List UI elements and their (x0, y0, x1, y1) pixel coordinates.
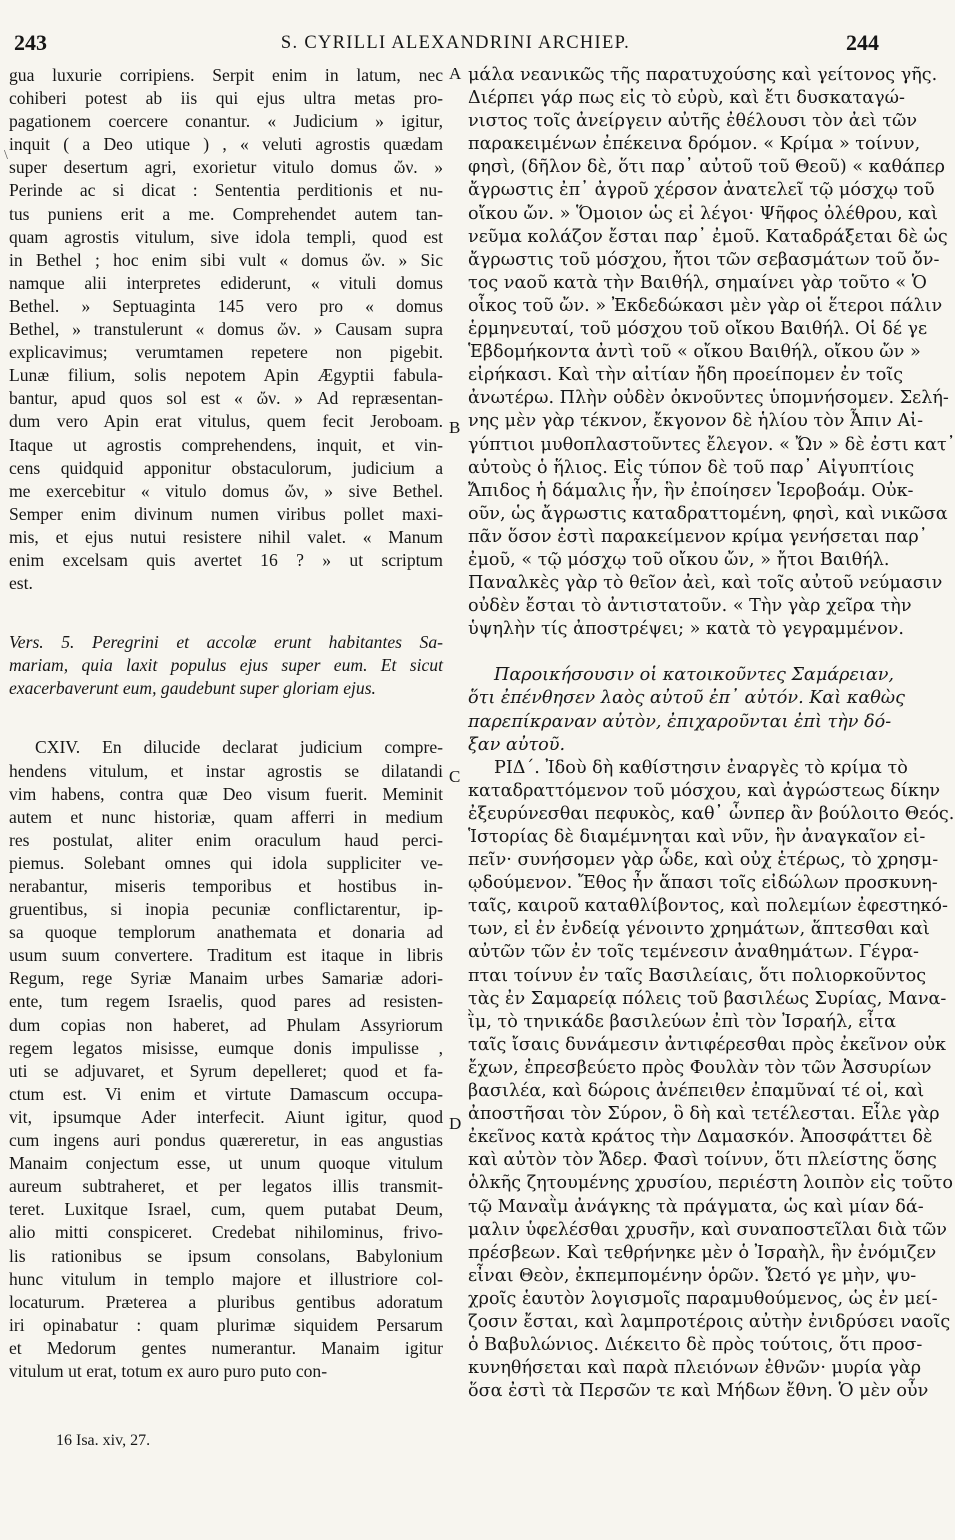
text-line: Παροικήσουσιν οἱ κατοικοῦντες Σαμάρειαν, (494, 665, 894, 686)
text-line: καὶ αὐτὸν τὸν Ἄδερ. Φασὶ τοίνυν, ὅτι πλείστης ὅσης (468, 1150, 937, 1171)
text-line: me exercebitur « vitulo domus ὤν, » sive Bethel. (9, 480, 443, 501)
text-line: tus puniens erit a me. Comprehendet autem tan- (9, 203, 443, 224)
text-line: Ἑβδομήκοντα ἀντὶ τοῦ « οἴκου Βαιθήλ, οἴκου ὤν » (468, 342, 921, 363)
text-line: est. (9, 573, 33, 594)
text-line: παρεπίκραναν αὐτὸν, ἐπιχαροῦνται ἐπὶ τὴν δό- (468, 711, 892, 732)
text-line: usum suum convertere. Traditum est itaque in libris (9, 945, 443, 966)
text-line: locaturum. Præterea a pluribus gentibus adoratum (9, 1291, 443, 1312)
text-line: τῷ Μαναῒμ ἀνάγκης τὰ πράγματα, ὡς καὶ μίαν δά- (468, 1196, 924, 1217)
running-head: S. CYRILLI ALEXANDRINI ARCHIEP. (280, 33, 631, 53)
text-line: καταδραττόμενον τοῦ μόσχου, καὶ ἀγρώστεως δίκην (468, 780, 941, 801)
greek-paragraph-2 (468, 757, 955, 1404)
text-line: αὐτῶν τῶν ἐν τοῖς τεμένεσιν ἀναθημάτων. Γέγρα- (468, 942, 919, 963)
text-line: πεῖν· συνήσομεν γὰρ ὧδε, καὶ οὐχ ἑτέρως, τὸ χρησμ- (468, 850, 939, 871)
text-line: Vers. 5. Peregrini et accolæ erunt habitantes Sa- (9, 632, 443, 653)
text-line: cohiberi potest ab iis qui ejus ultra metas pro- (9, 88, 443, 109)
text-line: ἐκεῖνος κατὰ κράτος τὴν Δαμασκόν. Ἀποσφάττει δὲ (468, 1127, 933, 1148)
margin-tick-mark: \ (4, 148, 8, 163)
text-line: ῒμ, τὸ τηνικάδε βασιλεύων ἐπὶ τὸν Ἰσραήλ, εἶτα (468, 1011, 897, 1032)
text-line: ἑρμηνευταί, τοῦ μόσχου τοῦ οἴκου Βαιθήλ. Οἱ δέ γε (468, 319, 928, 340)
text-line: ῳδούμενον. Ἔθος ἦν ἅπασι τοῖς εἰδώλων προσκυνη- (468, 873, 938, 894)
footnote: 16 Isa. xiv, 27. (56, 1432, 151, 1449)
text-line: νης μὲν γὰρ τέκνον, ἔκγονον δὲ ἡλίου τὸν Ἆπιν Αἰ- (468, 411, 924, 432)
text-line: εἶναι Θεὸν, ἐκπεμπομένην ὁρῶν. Ὤετό γε μὴν, ψυ- (468, 1265, 917, 1286)
text-line: Bethel, » transtulerunt « domus ὤν. » Causam supra (9, 319, 443, 340)
text-line: ὁλκῆς ζητουμένης χρυσίου, περιέστη λοιπὸν εἰς τοῦτο (468, 1173, 953, 1194)
text-line: αὐτοὺς ὁ ἥλιος. Εἰς τύπον δὲ τοῦ παρ᾽ Αἰγυπτίοις (468, 457, 915, 478)
text-line: οὐδὲν ἔσται τὸ ἀντιστατοῦν. « Τὴν γὰρ χεῖρα τὴν (468, 596, 912, 617)
text-line: Bethel. » Septuaginta 145 vero pro « domus (9, 295, 443, 316)
text-line: gua luxurie corripiens. Serpit enim in latum, nec (9, 65, 443, 85)
text-line: et Medorum gentes numerantur. Manaim igitur (9, 1337, 443, 1358)
text-line: mariam, quia laxit populus ejus super eum. Et sicut (9, 655, 443, 676)
text-line: ζοσιν ἔσται, καὶ λαμπροτέροις αὐτὴν ἐνιδρύσει ναοῖς (468, 1311, 951, 1332)
text-line: aureum subtraheret, et per legatos illis transmit- (9, 1176, 443, 1197)
margin-letter-d: D (449, 1114, 462, 1133)
latin-paragraph-1 (9, 64, 443, 595)
text-line: χροῖς ἑαυτὸν λογισμοῖς παραμυθούμενος, ὡς ἐν μεί- (468, 1288, 938, 1309)
text-line: ὅσα ἐστὶ τὰ Περσῶν τε καὶ Μήδων ἔθνη. Ὁ μὲν οὖν (468, 1381, 929, 1402)
text-line: gruentibus, si inopia pecuniæ conflictarentur, ip- (9, 899, 443, 920)
text-line: ente, tum regem Israelis, quod pares ad resisten- (9, 991, 443, 1012)
text-line: vitulum ut erat, totum ex auro puro puto con- (9, 1360, 328, 1381)
text-line: μαλιν ὑφελέσθαι χρυσῆν, καὶ συναποστεῖλαι διὰ τῶν (468, 1219, 947, 1240)
text-line: namque alii interpretes ediderunt, « vituli domus (9, 272, 443, 293)
text-line: uti se adjuvaret, et Syrum depelleret; quod et fa- (9, 1060, 443, 1081)
text-line: cum ingens auri pondus quæreretur, in eas angustias (9, 1130, 443, 1151)
text-line: οῦν, ὡς ἄγρωστις καταδραττομένη, φησὶ, καὶ νικῶσα (468, 503, 948, 524)
text-line: pagationem coercere conantur. « Judicium » igitur, (9, 111, 443, 132)
text-line: ἄγρωστις τοῦ μόσχου, ἤτοι τῶν σεβασμάτων τοῦ ὄν- (468, 249, 940, 270)
text-line: οἴκου ὤν. » Ὅμοιον ὡς εἰ λέγοι· Ψῆφος ὀλέθρου, καὶ (468, 203, 938, 224)
paragraph-gap (9, 595, 443, 631)
text-line: πᾶν ὅσον ἐστὶ παρακείμενον κρίμα γενήσεται παρ᾽ (468, 526, 928, 547)
text-line: ὑψηλὴν τίς ἀποστρέψει; » κατὰ τὸ γεγραμμένον. (468, 619, 904, 640)
text-line: dum vero Apin erat vitulus, quem fecit Jeroboam. (9, 411, 443, 432)
text-line: hunc vitulum in templo majore et illustriore col- (9, 1268, 443, 1289)
text-line: inquit ( a Deo utique ) , « veluti agrostis quædam (9, 134, 443, 155)
text-line: CXIV. En dilucide declarat judicium compre- (35, 737, 443, 758)
text-line: enim excelsam quis avertet 16 ? » ut scriptum (9, 549, 443, 570)
text-line: dum copias non haberet, ad Phulam Assyriorum (9, 1014, 443, 1035)
paragraph-gap (468, 641, 888, 664)
text-line: Perinde ac si dicat : Sententia perditionis et nu- (9, 180, 443, 201)
text-line: των, εἰ ἐν ἐνδείᾳ γένοιντο χρημάτων, ἅπτεσθαι καὶ (468, 919, 930, 940)
text-line: ξαν αὐτοῦ. (468, 734, 566, 755)
text-line: τος ναοῦ κατὰ τὴν Βαιθήλ, σημαίνει γὰρ τοῦτο « Ὁ (468, 272, 927, 293)
text-line: in Bethel ; hoc enim sibi vult « domus ὤν. » Sic (9, 249, 443, 270)
text-line: ἐμοῦ, « τῷ μόσχῳ τοῦ οἴκου ὤν, » ἤτοι Βαιθήλ. (468, 549, 890, 570)
paragraph-gap (9, 700, 443, 736)
latin-paragraph-2 (9, 736, 443, 1383)
text-line: hendens vitulum, et instar agrostis se dilatandi (9, 760, 443, 781)
text-line: μάλα νεανικῶς τῆς παρατυχούσης καὶ γείτονος γῆς. (468, 65, 938, 85)
text-line: νεῦμα κολάζον ἔσται παρ᾽ ἐμοῦ. Καταδράξεται δὲ ὡς (468, 226, 948, 247)
text-line: lis rationibus se ipsum consolans, Babylonium (9, 1245, 443, 1266)
text-line: ctum est. Vi enim et virtute Damascum occupa- (9, 1083, 443, 1104)
text-line: ταῖς, καιροῦ καταθλίβοντος, καὶ πολεμίων ἐφεστηκό- (468, 896, 948, 917)
margin-letter-a: A (449, 64, 462, 83)
text-line: ὅτι ἐπένθησεν λαὸς αὐτοῦ ἐπ᾽ αὐτόν. Καὶ καθὼς (468, 688, 905, 709)
text-line: κυνηθήσεται καὶ παρὰ πλειόνων ἐθνῶν· μυρία γὰρ (468, 1358, 922, 1379)
text-line: iri opinabatur : quam plurimæ siquidem Persarum (9, 1314, 443, 1335)
text-line: res postulat, aliter enim oraculum haud perci- (9, 829, 443, 850)
text-line: Lunæ filium, solis nepotem Apin Ægyptii fabula- (9, 365, 443, 386)
text-line: teret. Luxitque Israel, cum, quem putabat Deum, (9, 1199, 443, 1220)
latin-verse-heading (9, 631, 443, 700)
text-line: quam agrostis vitulum, sive idola templi, quod est (9, 226, 443, 247)
text-line: ἀνωτέρω. Πλὴν οὐδὲν ὀκνοῦντες ὑπομνήσομεν. Σελή- (468, 388, 949, 409)
text-line: piemus. Solebant omnes qui idola suppliciter ve- (9, 852, 443, 873)
text-line: cens quidquid apponitur obstaculorum, judicium a (9, 457, 443, 478)
text-line: Semper enim divinum numen viribus pollet maxi- (9, 503, 443, 524)
margin-letter-c: C (449, 767, 461, 786)
text-line: nerabantur, miseris temporibus et hostibus in- (9, 876, 443, 896)
text-line: Manaim conjectum esse, ut unum quoque vitulum (9, 1153, 443, 1174)
text-line: ΡΙΔ΄. Ἰδοὺ δὴ καθίστησιν ἐναργὲς τὸ κρίμα τὸ (494, 757, 908, 778)
text-line: πται τοίνυν ἐν ταῖς Βασιλείαις, ὅτι πολιορκοῦντος (468, 965, 927, 986)
text-line: Regum, rege Syriæ Manaim urbes Samariæ adori- (9, 968, 443, 989)
text-line: φησὶ, (δῆλον δὲ, ὅτι παρ᾽ αὐτοῦ τοῦ Θεοῦ) « καθάπερ (468, 157, 946, 178)
text-line: Παναλκὲς γὰρ τὸ θεῖον ἀεὶ, καὶ τοῖς αὐτοῦ νεύμασιν (468, 573, 943, 594)
text-line: βασιλέα, καὶ δώροις ἀνέπειθεν ἐπαμῦναί τέ οἱ, καὶ (468, 1081, 925, 1102)
text-line: ἄγρωστις ἐπ᾽ ἀγροῦ χέρσον ἀνατελεῖ τῷ μόσχῳ τοῦ (468, 180, 935, 201)
text-line: ταῖς ἴσαις δυνάμεσιν ἀντιφέρεσθαι πρὸς ἐκεῖνον οὐκ (468, 1034, 947, 1055)
text-line: vit, ipsumque Ader interfecit. Aiunt igitur, quod (9, 1106, 443, 1127)
text-line: mis, et ejus nutui resistere nihil valet. « Manum (9, 526, 443, 547)
text-line: sa quoque templorum anathemata et donaria ad (9, 922, 443, 943)
text-line: regem legatos misisse, eumque donis impulisse , (9, 1037, 443, 1058)
text-line: Itaque ut agrostis comprehendens, inquit, et vin- (9, 434, 443, 455)
margin-letter-b: B (449, 418, 461, 437)
text-line: Ἱστορίας δὲ διαμέμνηται καὶ νῦν, ἣν ἀναγκαῖον εἰ- (468, 827, 926, 847)
text-line: vim habens, contra quæ Deo visum fuerit. Meminit (9, 783, 443, 804)
text-line: πρέσβεων. Καὶ τεθρήνηκε μὲν ὁ Ἰσραὴλ, ἣν ἐνόμιζεν (468, 1242, 937, 1263)
text-line: explicavimus; verumtamen repetere non pigebit. (9, 342, 443, 363)
page-number-right: 244 (846, 30, 879, 55)
text-line: γύπτιοι μυθοπλαστοῦντες ἔλεγον. « Ὤν » δὲ ἐστι κατ᾽ (468, 434, 955, 455)
greek-column (468, 64, 955, 1403)
greek-paragraph-1 (468, 64, 955, 641)
text-line: super desertum agri, exorietur vitulo domus ὤν. » (9, 157, 443, 178)
text-line: bantur, apud quos sol est « ὤν. » Ad repræsentan- (9, 388, 443, 409)
text-line: ἐξευρύνεσθαι πεφυκὸς, καθ᾽ ὧνπερ ἂν βούλοιτο Θεός. (468, 803, 955, 824)
latin-column (9, 64, 443, 1383)
text-line: ὁ Βαβυλώνιος. Διέκειτο δὲ πρὸς τούτοις, ὅτι προσ- (468, 1335, 923, 1356)
text-line: autem et nunc historiæ, quam afferri in medium (9, 806, 443, 827)
text-line: οἶκος τοῦ ὤν. » Ἐκδεδώκασι μὲν γὰρ οἱ ἕτεροι πάλιν (468, 295, 943, 316)
greek-verse-heading (468, 664, 905, 756)
text-line: alio mitti conspiceret. Credebat nihilominus, frivo- (9, 1222, 443, 1243)
page-number-left: 243 (14, 30, 47, 55)
text-line: εἰρήκασι. Καὶ τὴν αἰτίαν ἤδη προείπομεν ἐν τοῖς (468, 365, 904, 386)
text-line: νιστος τοῖς ἀνείργειν αὐτῆς ἐθέλουσι τὸν ἀεὶ τῶν (468, 111, 918, 132)
text-line: παρακειμένων ἐπέκεινα δρόμον. « Κρίμα » τοίνυν, (468, 134, 921, 155)
text-line: ἀποστῆσαι τὸν Σύρον, ὃ δὴ καὶ τετέλεσται. Εἷλε γὰρ (468, 1104, 940, 1125)
text-line: Διέρπει γάρ πως εἰς τὸ εὐρὺ, καὶ ἔτι δυσκαταγώ- (468, 88, 905, 109)
text-line: ἔχων, ἐπρεσβεύετο πρὸς Φουλὰν τὸν τῶν Ἀσσυρίων (468, 1057, 932, 1078)
text-line: Ἄπιδος ἡ δάμαλις ἦν, ἣν ἐποίησεν Ἱεροβοάμ. Οὐκ- (468, 480, 914, 501)
text-line: exacerbaverunt eum, gaudebunt super gloriam ejus. (9, 678, 376, 699)
text-line: τὰς ἐν Σαμαρείᾳ πόλεις τοῦ βασιλέως Συρίας, Μανα- (468, 988, 947, 1009)
